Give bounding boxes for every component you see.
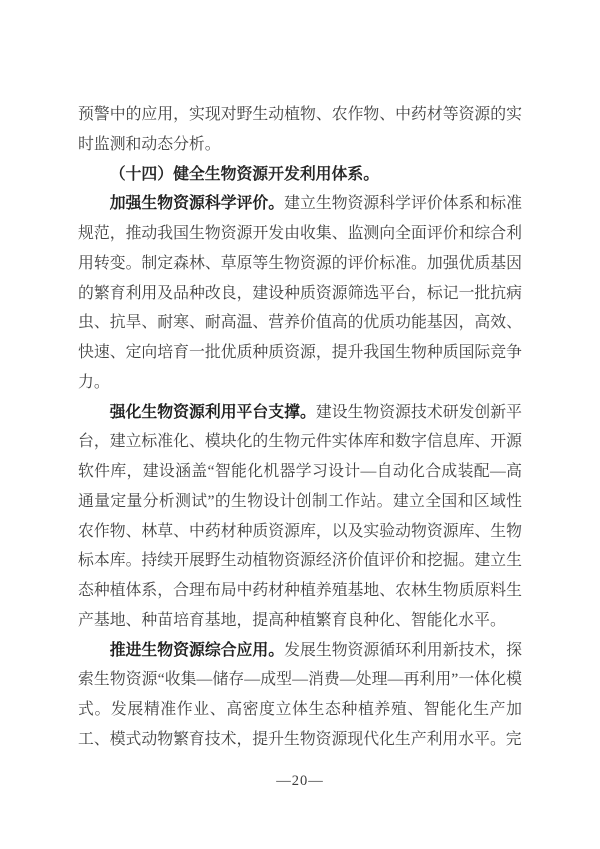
paragraph xyxy=(78,636,522,755)
paragraph-text: 发展生物资源循环利用新技术，探索生物资源“收集—储存—成型—消费—处理—再利用”一体化模式。发展精准作业、高密度立体生态种植养殖、智能化生产加工、模式动物繁育技术，提升生物资源现代化生产利用水平。完 xyxy=(78,641,522,748)
document-body xyxy=(78,100,522,755)
paragraph-lead: 强化生物资源利用平台支撑。 xyxy=(109,403,316,421)
paragraph xyxy=(78,398,522,636)
paragraph-continuation xyxy=(78,100,522,160)
paragraph xyxy=(78,189,522,397)
paragraph-text: 预警中的应用，实现对野生动植物、农作物、中药材等资源的实时监测和动态分析。 xyxy=(78,106,522,153)
paragraph-text: 建立生物资源科学评价体系和标准规范，推动我国生物资源开发由收集、监测向全面评价和综合利用转变。制定森林、草原等生物资源的评价标准。加强优质基因的繁育利用及品种改良，建设种质资源筛选平台，标记一批抗病虫、抗旱、耐寒、耐高温、营养价值高的优质功能基因，高效、快速、定向培育一批优质种质资源，提升我国生物种质国际竞争力。 xyxy=(78,195,522,391)
paragraph-lead: 加强生物资源科学评价。 xyxy=(109,195,285,213)
page-number: —20— xyxy=(276,773,324,789)
section-heading-text: （十四）健全生物资源开发利用体系。 xyxy=(109,165,380,183)
paragraph-text: 建设生物资源技术研发创新平台，建立标准化、模块化的生物元件实体库和数字信息库、开源软件库，建设涵盖“智能化机器学习设计—自动化合成装配—高通量定量分析测试”的生物设计创制工作站。建立全国和区域性农作物、林草、中药材种质资源库，以及实验动物资源库、生物标本库。持续开展野生动植物资源经济价值评价和挖掘。建立生态种植体系，合理布局中药材种植养殖基地、农林生物质原料生产基地、种苗培育基地，提高种植繁育良种化、智能化水平。 xyxy=(78,403,522,629)
paragraph-lead: 推进生物资源综合应用。 xyxy=(109,641,285,659)
section-heading xyxy=(78,160,522,190)
